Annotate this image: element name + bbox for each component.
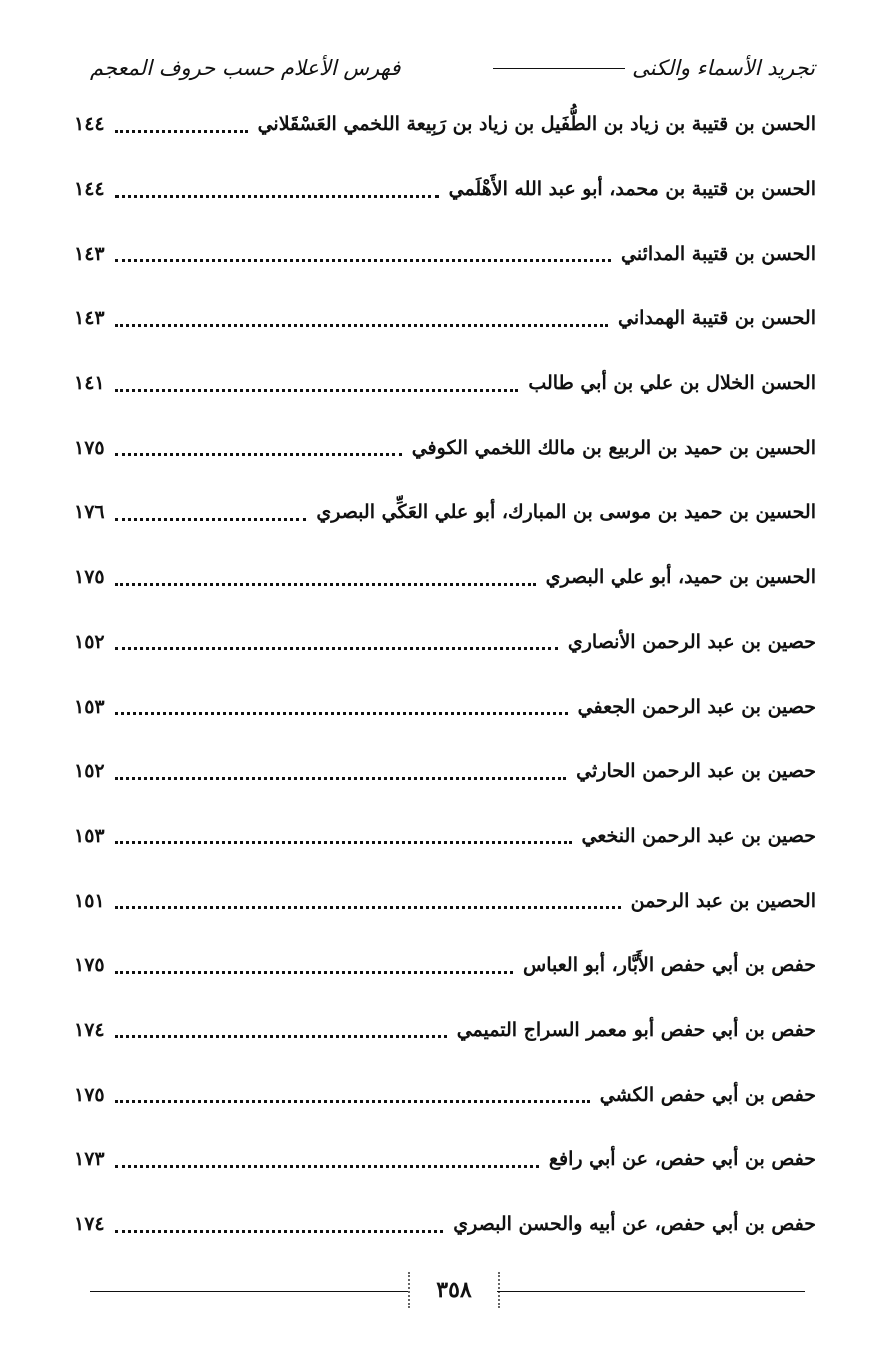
page-number-frame — [408, 1272, 500, 1308]
leader-dots — [115, 322, 608, 327]
leader-dots — [115, 1033, 447, 1038]
index-entry — [74, 351, 816, 416]
entry-page: ١٥٣ — [74, 824, 105, 847]
entry-name: حصين بن عبد الرحمن الحارثي — [576, 760, 816, 783]
page-footer — [90, 1270, 805, 1314]
leader-dots — [115, 839, 572, 844]
index-entry — [74, 804, 816, 869]
entry-name: الحسن بن قتيبة الهمداني — [618, 307, 816, 330]
entry-page: ١٥٣ — [74, 695, 105, 718]
leader-dots — [115, 1098, 590, 1103]
entry-name: الحصين بن عبد الرحمن — [630, 889, 816, 912]
leader-dots — [115, 516, 307, 521]
entry-page: ١٥١ — [74, 889, 105, 912]
leader-dots — [115, 387, 519, 392]
entry-page: ١٧٥ — [74, 566, 105, 589]
leader-dots — [115, 1228, 444, 1233]
index-entry — [74, 933, 816, 998]
entry-page: ١٥٢ — [74, 630, 105, 653]
entry-name: الحسين بن حميد بن موسى بن المبارك، أبو علي العَكِّي البصري — [316, 501, 816, 524]
entry-page: ١٤١ — [74, 372, 105, 395]
leader-dots — [115, 775, 567, 780]
entry-page: ١٤٣ — [74, 242, 105, 265]
index-entry — [74, 221, 816, 286]
leader-dots — [115, 710, 568, 715]
index-entry — [74, 92, 816, 157]
entry-page: ١٧٤ — [74, 1213, 105, 1236]
leader-dots — [115, 904, 621, 909]
entry-name: الحسين بن حميد بن الربيع بن مالك اللخمي الكوفي — [411, 436, 816, 459]
entry-name: حصين بن عبد الرحمن الجعفي — [577, 695, 816, 718]
entry-name: الحسن بن قتيبة المدائني — [621, 242, 816, 265]
entry-name: الحسين بن حميد، أبو علي البصري — [545, 566, 816, 589]
index-entry — [74, 415, 816, 480]
leader-dots — [115, 969, 513, 974]
entry-name: الحسن الخلال بن علي بن أبي طالب — [528, 372, 816, 395]
leader-dots — [115, 451, 402, 456]
index-entry — [74, 286, 816, 351]
entry-name: حصين بن عبد الرحمن النخعي — [581, 824, 816, 847]
entry-page: ١٤٤ — [74, 113, 105, 136]
index-entry — [74, 674, 816, 739]
entry-page: ١٤٣ — [74, 307, 105, 330]
entry-page: ١٥٢ — [74, 760, 105, 783]
entry-name: حفص بن أبي حفص الأَبَّار، أبو العباس — [523, 954, 816, 977]
page-number: ٣٥٨ — [436, 1277, 472, 1303]
entry-name: حفص بن أبي حفص الكشي — [599, 1083, 816, 1106]
index-entry — [74, 610, 816, 675]
index-entries — [74, 92, 816, 1256]
footer-divider-right — [497, 1291, 805, 1292]
index-entry — [74, 868, 816, 933]
footer-divider-left — [90, 1291, 408, 1292]
entry-page: ١٧٣ — [74, 1148, 105, 1171]
entry-page: ١٧٤ — [74, 1018, 105, 1041]
index-entry — [74, 1127, 816, 1192]
entry-name: الحسن بن قتيبة بن زياد بن الطُّفَيل بن زياد بن رَبِيعة اللخمي العَسْقَلاني — [257, 113, 816, 136]
leader-dots — [115, 1163, 539, 1168]
leader-dots — [115, 645, 558, 650]
index-entry — [74, 739, 816, 804]
leader-dots — [115, 257, 611, 262]
header-divider — [493, 68, 625, 69]
entry-name: حفص بن أبي حفص، عن أبيه والحسن البصري — [453, 1213, 816, 1236]
book-title: تجريد الأسماء والكنى — [632, 56, 815, 80]
index-entry — [74, 998, 816, 1063]
entry-name: الحسن بن قتيبة بن محمد، أبو عبد الله الأَهْلَمي — [448, 178, 816, 201]
entry-name: حفص بن أبي حفص أبو معمر السراج التميمي — [456, 1018, 816, 1041]
entry-name: حصين بن عبد الرحمن الأنصاري — [567, 630, 816, 653]
index-entry — [74, 1062, 816, 1127]
leader-dots — [115, 193, 439, 198]
index-entry — [74, 1192, 816, 1257]
entry-page: ١٧٥ — [74, 1083, 105, 1106]
index-entry — [74, 157, 816, 222]
section-title: فهرس الأعلام حسب حروف المعجم — [90, 56, 401, 80]
entry-page: ١٧٦ — [74, 501, 105, 524]
entry-name: حفص بن أبي حفص، عن أبي رافع — [548, 1148, 816, 1171]
entry-page: ١٧٥ — [74, 436, 105, 459]
leader-dots — [115, 581, 536, 586]
entry-page: ١٤٤ — [74, 178, 105, 201]
index-entry — [74, 480, 816, 545]
leader-dots — [115, 128, 248, 133]
running-header — [90, 56, 815, 90]
entry-page: ١٧٥ — [74, 954, 105, 977]
index-entry — [74, 545, 816, 610]
